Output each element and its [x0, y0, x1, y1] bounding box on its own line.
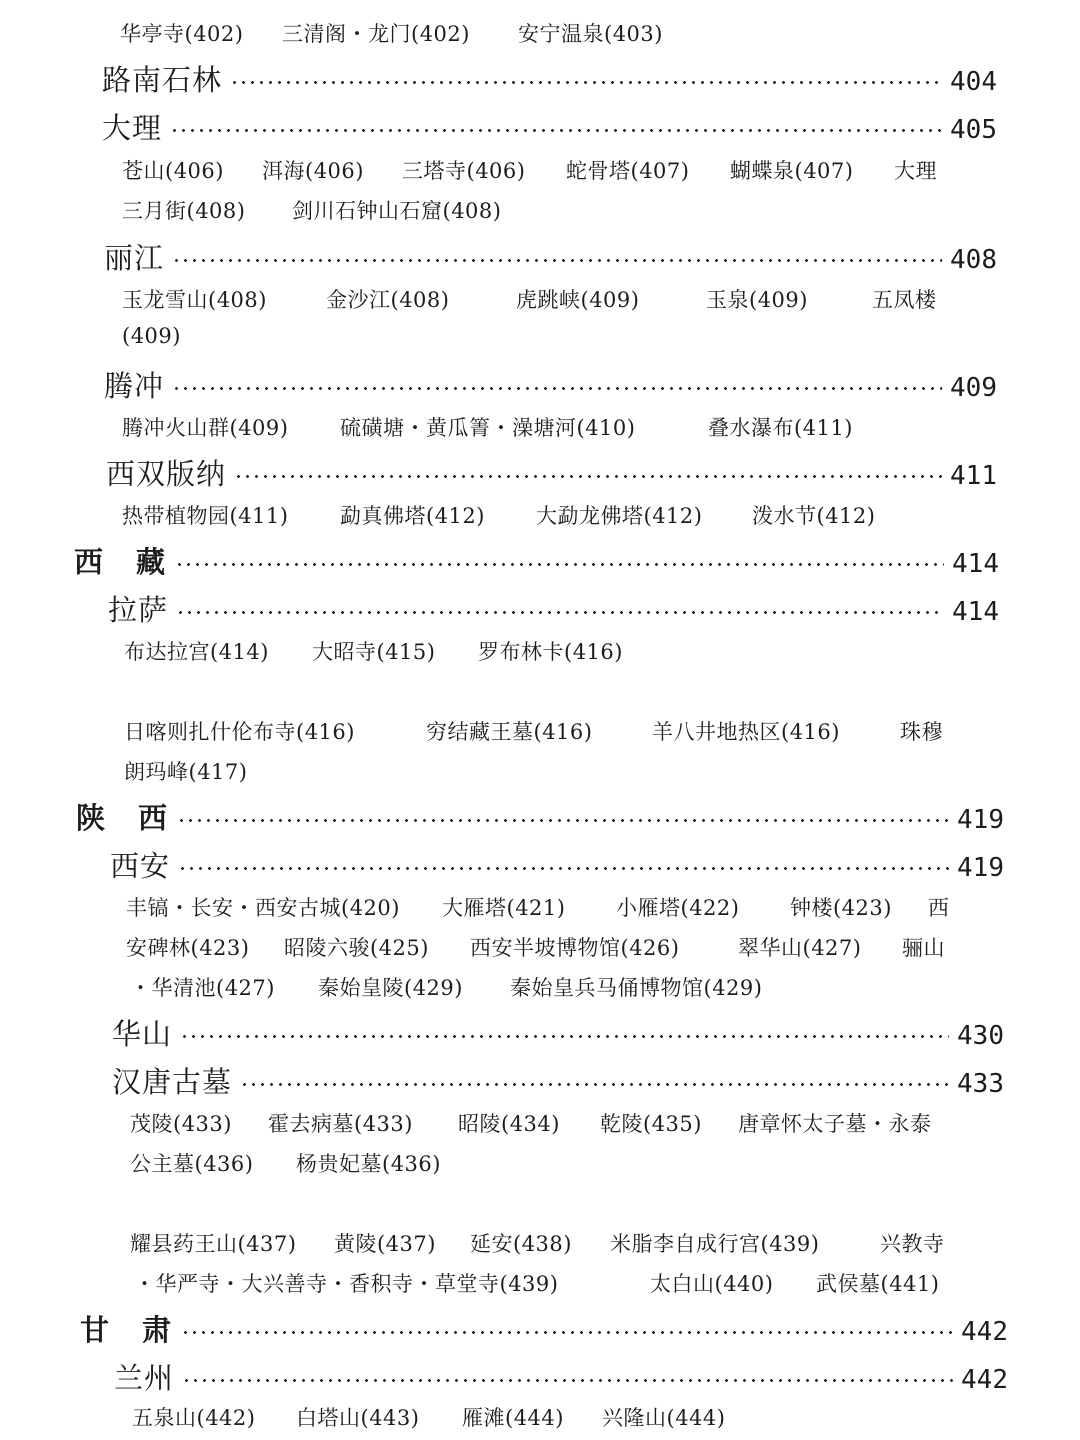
- page-number: 411: [950, 461, 997, 491]
- sub-item: 骊山: [902, 936, 945, 960]
- sub-item: 叠水瀑布(411): [708, 416, 853, 440]
- leader-dots: [172, 387, 942, 390]
- sub-item: ・华严寺・大兴善寺・香积寺・草堂寺(439): [134, 1272, 559, 1296]
- subentry-line: [122, 284, 937, 314]
- sub-item: 羊八井地热区(416): [652, 720, 840, 744]
- sub-item: 秦始皇陵(429): [318, 976, 463, 1000]
- page-number: 442: [961, 1365, 1008, 1395]
- entry-title: 甘 肃: [80, 1313, 174, 1347]
- sub-item: 秦始皇兵马俑博物馆(429): [510, 976, 763, 1000]
- page-number: 419: [957, 805, 1004, 835]
- sub-item: 蛇骨塔(407): [566, 159, 690, 183]
- entry-title: 路南石林: [102, 63, 223, 97]
- leader-dots: [176, 611, 944, 614]
- toc-entry: [104, 236, 997, 277]
- sub-item: 唐章怀太子墓・永泰: [738, 1112, 932, 1136]
- sub-item: 蝴蝶泉(407): [730, 159, 854, 183]
- leader-dots: [170, 129, 942, 132]
- sub-item: 大雁塔(421): [442, 896, 566, 920]
- subentry-line: [132, 1402, 725, 1432]
- sub-item: ・华清池(427): [130, 976, 275, 1000]
- sub-item: 安宁温泉(403): [518, 22, 663, 46]
- sub-item: 三塔寺(406): [402, 159, 526, 183]
- sub-item: 昭陵六骏(425): [284, 936, 429, 960]
- entry-title: 陕 西: [76, 801, 170, 835]
- sub-item: 玉龙雪山(408): [122, 288, 267, 312]
- toc-entry-province: [74, 540, 999, 581]
- sub-item: 洱海(406): [262, 159, 364, 183]
- sub-item: 耀县药王山(437): [130, 1232, 297, 1256]
- sub-item: 三清阁・龙门(402): [282, 22, 470, 46]
- entry-title: 兰州: [114, 1361, 175, 1395]
- subentry-line: [124, 636, 623, 666]
- subentry-line: [126, 892, 950, 922]
- subentry-line: [122, 412, 853, 442]
- toc-entry: [106, 452, 997, 493]
- sub-item: 翠华山(427): [738, 936, 862, 960]
- sub-item: 昭陵(434): [458, 1112, 560, 1136]
- sub-item: 米脂李自成行宫(439): [610, 1232, 820, 1256]
- sub-item: 茂陵(433): [130, 1112, 232, 1136]
- sub-item: 虎跳峡(409): [516, 288, 640, 312]
- entry-title: 华山: [112, 1017, 173, 1051]
- entry-title: 拉萨: [108, 593, 169, 627]
- leader-dots: [178, 867, 949, 870]
- sub-item: 朗玛峰(417): [124, 760, 248, 784]
- sub-item: 华亭寺(402): [120, 22, 244, 46]
- sub-item: 兴教寺: [880, 1232, 945, 1256]
- sub-item: 太白山(440): [650, 1272, 774, 1296]
- entry-title: 西双版纳: [106, 457, 227, 491]
- sub-item: 金沙江(408): [326, 288, 450, 312]
- leader-dots: [177, 819, 949, 822]
- toc-entry-province: [80, 1308, 1008, 1349]
- sub-item: 硫磺塘・黄瓜箐・澡塘河(410): [340, 416, 636, 440]
- toc-entry-province: [76, 796, 1004, 837]
- leader-dots: [181, 1331, 953, 1334]
- leader-dots: [180, 1035, 949, 1038]
- sub-item: 霍去病墓(433): [268, 1112, 413, 1136]
- subentry-line: [124, 756, 247, 786]
- leader-dots: [234, 475, 942, 478]
- sub-item: 黄陵(437): [334, 1232, 436, 1256]
- sub-item: 热带植物园(411): [122, 504, 289, 528]
- subentry-line: [130, 972, 762, 1002]
- sub-item: 小雁塔(422): [616, 896, 740, 920]
- sub-item: (409): [122, 324, 181, 348]
- sub-item: 白塔山(443): [296, 1406, 420, 1430]
- subentry-line: [120, 18, 663, 48]
- sub-item: 公主墓(436): [130, 1152, 254, 1176]
- subentry-line: [130, 1108, 932, 1138]
- subentry-line: [122, 155, 937, 185]
- subentry-line: [134, 1268, 939, 1298]
- sub-item: 丰镐・长安・西安古城(420): [126, 896, 400, 920]
- page-number: 405: [950, 115, 997, 145]
- subentry-line: [124, 716, 943, 746]
- page-number: 430: [957, 1021, 1004, 1051]
- leader-dots: [230, 81, 942, 84]
- page-number: 404: [950, 67, 997, 97]
- sub-item: 泼水节(412): [752, 504, 876, 528]
- toc-entry: [110, 844, 1004, 885]
- page-number: 419: [957, 853, 1004, 883]
- leader-dots: [240, 1083, 949, 1086]
- sub-item: 武侯墓(441): [816, 1272, 940, 1296]
- sub-item: 罗布林卡(416): [478, 640, 623, 664]
- sub-item: 大勐龙佛塔(412): [536, 504, 703, 528]
- entry-title: 西安: [110, 849, 171, 883]
- sub-item: 西安半坡博物馆(426): [470, 936, 680, 960]
- sub-item: 兴隆山(444): [602, 1406, 726, 1430]
- sub-item: 延安(438): [470, 1232, 572, 1256]
- page-number: 414: [952, 597, 999, 627]
- sub-item: 勐真佛塔(412): [340, 504, 485, 528]
- sub-item: 雁滩(444): [462, 1406, 564, 1430]
- sub-item: 穷结藏王墓(416): [426, 720, 593, 744]
- sub-item: 剑川石钟山石窟(408): [292, 199, 502, 223]
- sub-item: 苍山(406): [122, 159, 224, 183]
- toc-entry: [102, 106, 997, 147]
- sub-item: 杨贵妃墓(436): [296, 1152, 441, 1176]
- sub-item: 布达拉宫(414): [124, 640, 269, 664]
- page-number: 433: [957, 1069, 1004, 1099]
- subentry-line: [122, 195, 501, 225]
- subentry-line: [130, 1148, 441, 1178]
- page-number: 408: [950, 245, 997, 275]
- subentry-line: [122, 500, 875, 530]
- page-number: 409: [950, 373, 997, 403]
- page-number: 414: [952, 549, 999, 579]
- subentry-line: [126, 932, 945, 962]
- toc-entry: [108, 588, 999, 629]
- sub-item: 三月街(408): [122, 199, 246, 223]
- subentry-line: [130, 1228, 945, 1258]
- sub-item: 大理: [894, 159, 937, 183]
- toc-entry: [102, 58, 997, 99]
- sub-item: 西: [928, 896, 950, 920]
- subentry-line: [122, 324, 181, 348]
- entry-title: 腾冲: [104, 369, 165, 403]
- sub-item: 珠穆: [900, 720, 943, 744]
- toc-entry: [112, 1012, 1004, 1053]
- sub-item: 腾冲火山群(409): [122, 416, 289, 440]
- leader-dots: [182, 1379, 953, 1382]
- sub-item: 钟楼(423): [790, 896, 892, 920]
- entry-title: 西 藏: [74, 545, 168, 579]
- sub-item: 大昭寺(415): [312, 640, 436, 664]
- leader-dots: [172, 259, 942, 262]
- page-number: 442: [961, 1317, 1008, 1347]
- leader-dots: [175, 563, 944, 566]
- entry-title: 汉唐古墓: [112, 1065, 233, 1099]
- entry-title: 丽江: [104, 241, 165, 275]
- sub-item: 日喀则扎什伦布寺(416): [124, 720, 355, 744]
- toc-entry: [112, 1060, 1004, 1101]
- sub-item: 安碑林(423): [126, 936, 250, 960]
- sub-item: 五凤楼: [872, 288, 937, 312]
- toc-entry: [114, 1356, 1008, 1397]
- toc-entry: [104, 364, 997, 405]
- sub-item: 五泉山(442): [132, 1406, 256, 1430]
- entry-title: 大理: [102, 111, 163, 145]
- sub-item: 玉泉(409): [706, 288, 808, 312]
- sub-item: 乾陵(435): [600, 1112, 702, 1136]
